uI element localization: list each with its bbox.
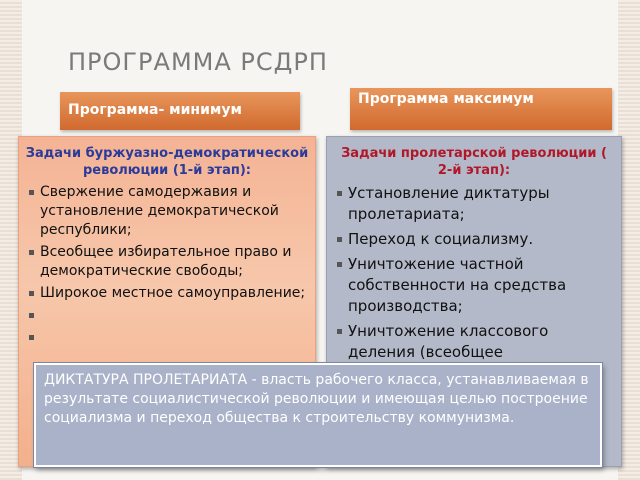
maximum-program-heading: Задачи пролетарской революции ( 2-й этап): [341, 146, 607, 178]
slide-title: ПРОГРАММА РСДРП [68, 48, 328, 76]
program-maximum-tag: Программа максимум [350, 88, 612, 130]
list-item [29, 306, 309, 325]
list-item: Всеобщее избирательное право и демократические свободы; [29, 243, 309, 281]
list-item: Уничтожение частной собственности на средства производства; [337, 254, 615, 317]
maximum-program-list [327, 183, 621, 363]
program-minimum-tag: Программа- минимум [60, 92, 300, 130]
minimum-program-list [19, 183, 315, 347]
list-item [29, 328, 309, 347]
list-item: Переход к социализму. [337, 229, 615, 250]
minimum-program-heading: Задачи буржуазно-демократической революции (1-й этап): [25, 146, 309, 178]
list-item: Установление диктатуры пролетариата; [337, 183, 615, 225]
dictatorship-definition-box: ДИКТАТУРА ПРОЛЕТАРИАТА - власть рабочего класса, устанавливаемая в результате социалистической революции и имеющая целью построение социализма и переход общества к строительству коммунизма. [34, 363, 602, 467]
list-item: Свержение самодержавия и установление демократической республики; [29, 183, 309, 240]
list-item: Уничтожение классового деления (всеобщее [337, 321, 615, 363]
list-item: Широкое местное самоуправление; [29, 284, 309, 303]
